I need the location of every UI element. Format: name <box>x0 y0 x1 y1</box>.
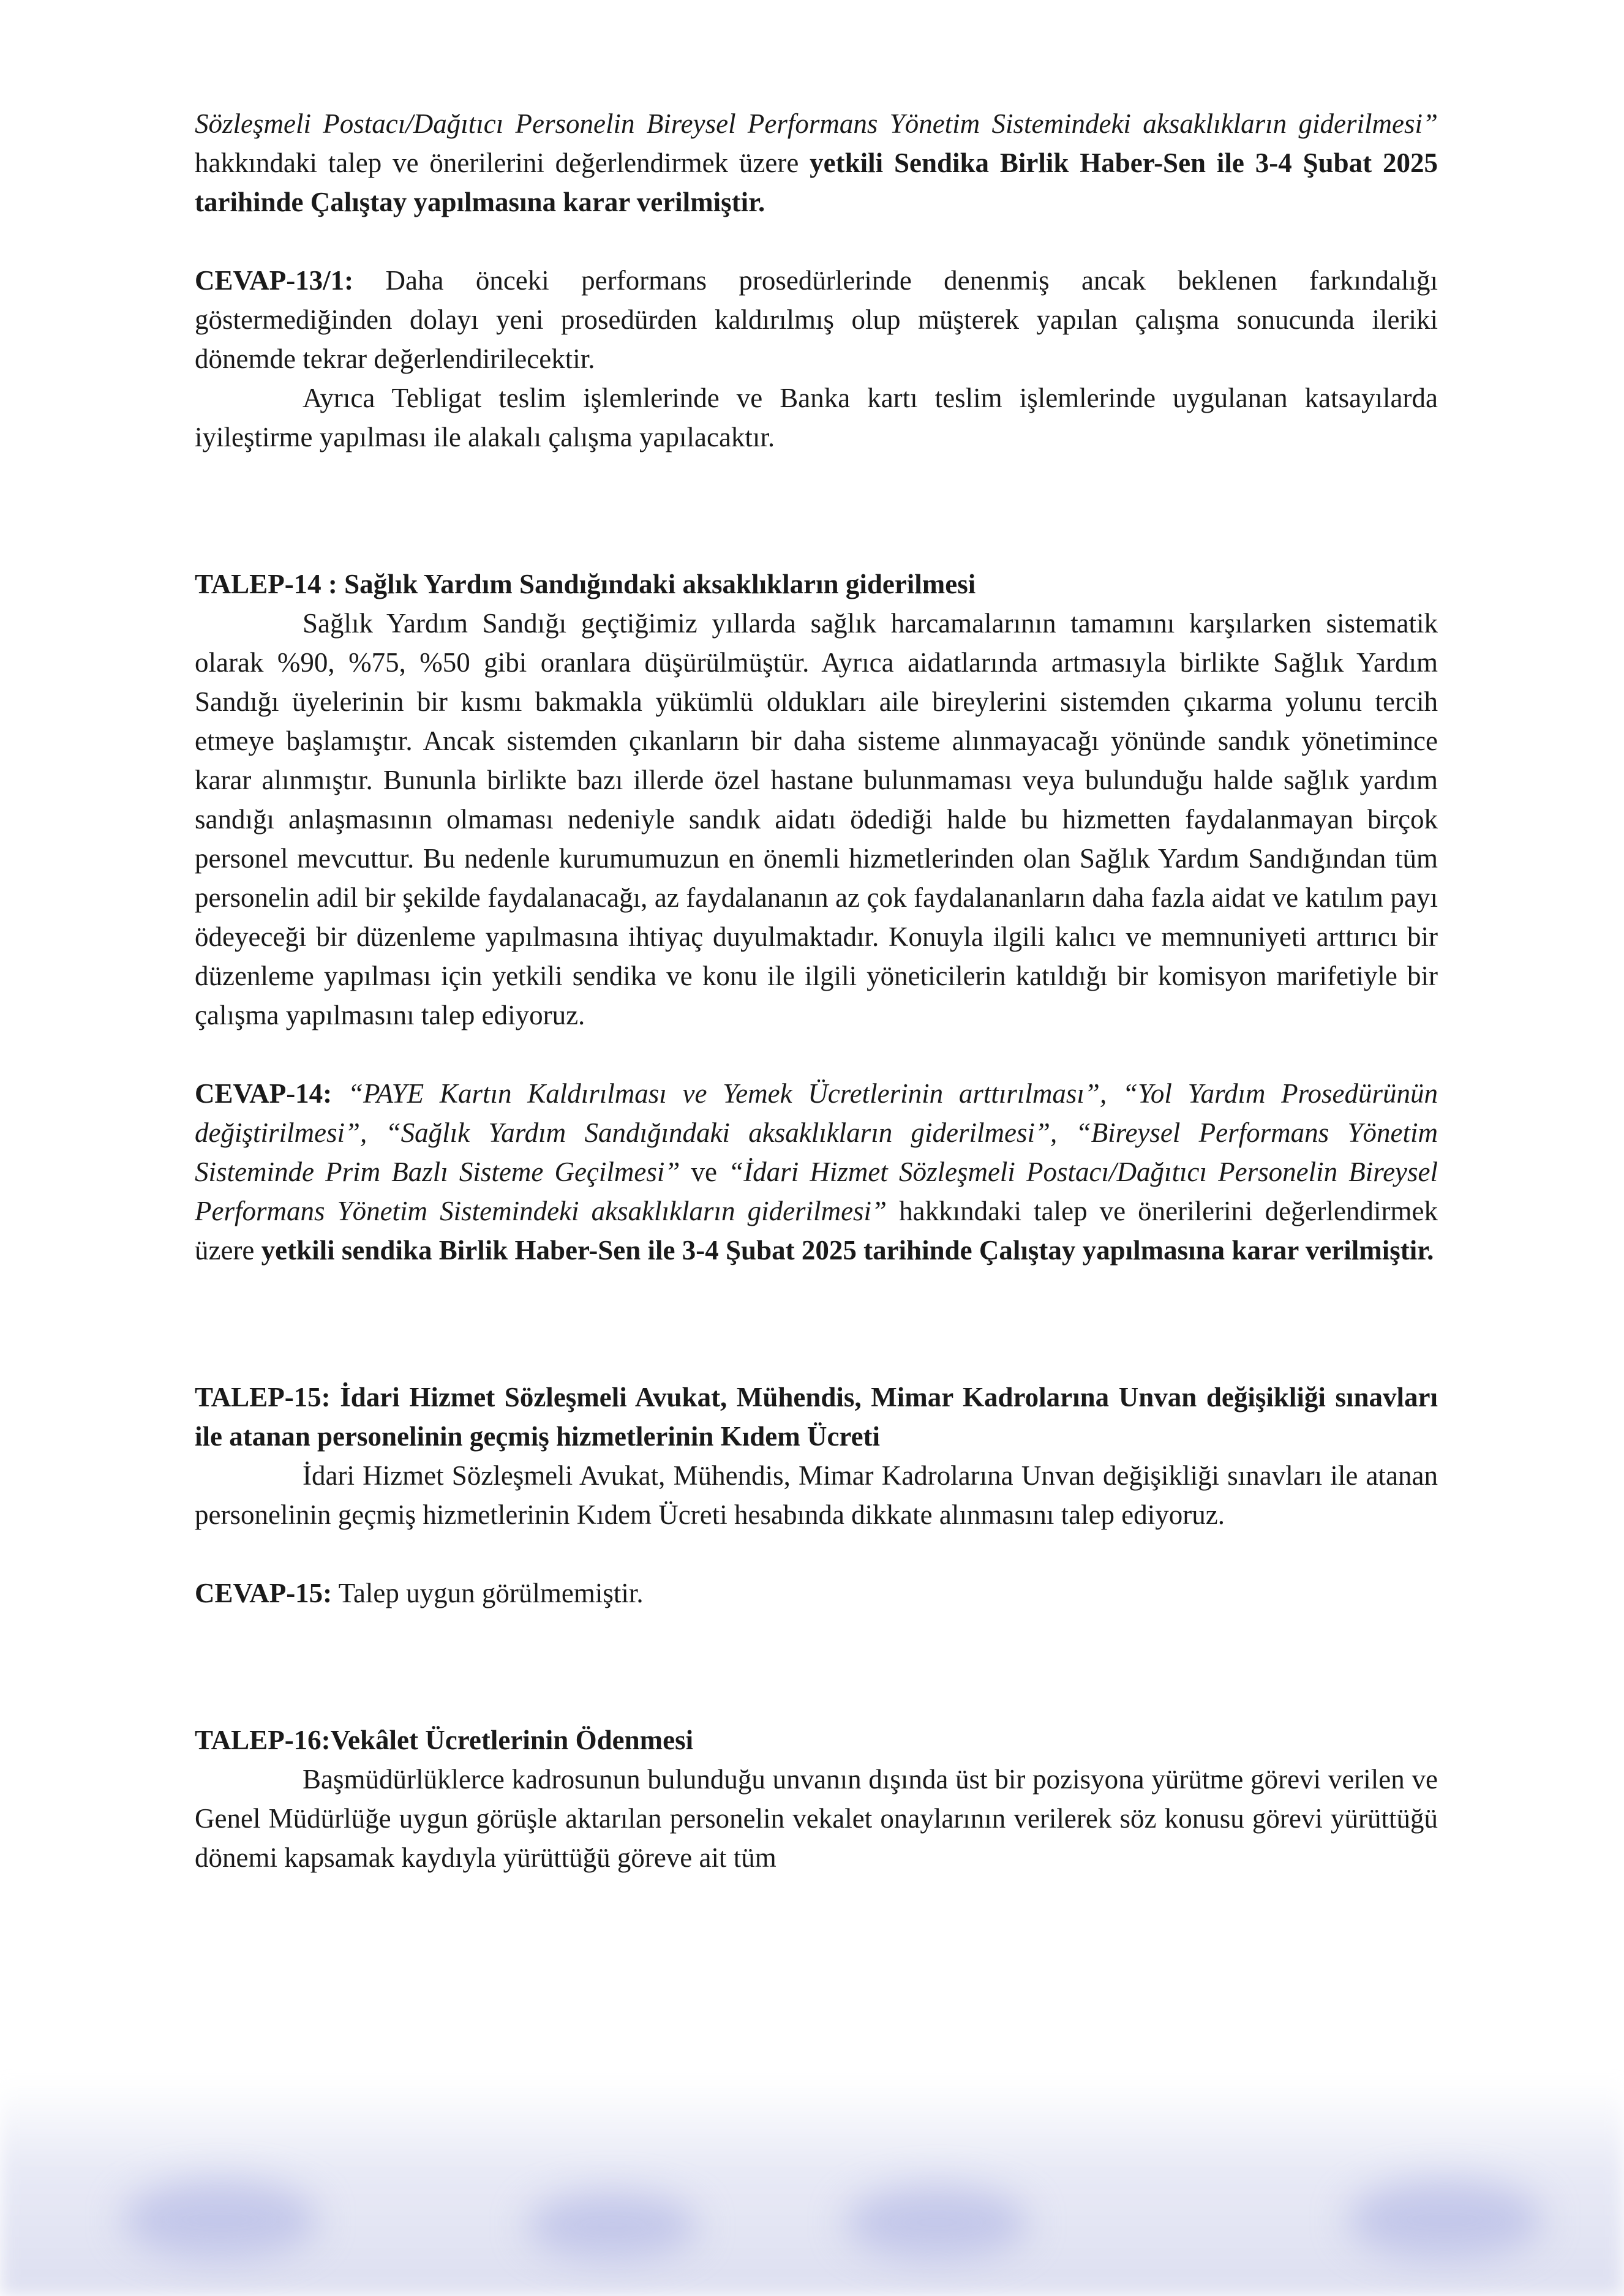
cevap-15-text: Talep uygun görülmemiştir. <box>332 1578 644 1608</box>
cevap-14-label: CEVAP-14: <box>195 1078 333 1109</box>
cevap-14-paragraph <box>195 1074 1438 1270</box>
scan-blur-blob <box>1347 2180 1543 2259</box>
top-paragraph <box>195 104 1438 222</box>
top-bold-decision: yetkili Sendika Birlik Haber-Sen ile 3-4 Şubat 2025 tarihinde Çalıştay yapılmasına karar verilmiştir. <box>195 148 1438 217</box>
talep-14-heading: TALEP-14 : Sağlık Yardım Sandığındaki aksaklıkların giderilmesi <box>195 569 976 599</box>
scan-blur-blob <box>527 2192 698 2259</box>
talep-15-heading: TALEP-15: İdari Hizmet Sözleşmeli Avukat, Mühendis, Mimar Kadrolarına Unvan değişikliği sınavları ile atanan personelinin geçmiş hizmetlerinin Kıdem Ücreti <box>195 1382 1438 1452</box>
talep-16-body: Başmüdürlüklerce kadrosunun bulunduğu unvanın dışında üst bir pozisyona yürütme görevi verilen ve Genel Müdürlüğe uygun görüşle aktarılan personelin vekalet onaylarının verilerek söz konusu görevi yürüttüğü dönemi kapsamak kaydıyla yürüttüğü göreve ait tüm <box>195 1764 1438 1873</box>
talep-14-body: Sağlık Yardım Sandığı geçtiğimiz yıllarda sağlık harcamalarının tamamını karşılarken sistematik olarak %90, %75, %50 gibi oranlara düşürülmüştür. Ayrıca aidatlarında artmasıyla birlikte Sağlık Yardım Sandığı üyelerinin bir kısmı bakmakla yükümlü oldukları aile bireylerini sistemden çıkarma yolunu tercih etmeye başlamıştır. Ancak sistemden çıkanların bir daha sisteme alınmayacağı yönünde sandık yönetimince karar alınmıştır. Bununla birlikte bazı illerde özel hastane bulunmaması veya bulunduğu halde sağlık yardım sandığı anlaşmasının olmaması nedeniyle sandık aidatı ödediği halde bu hizmetten faydalanmayan birçok personel mevcuttur. Bu nedenle kurumumuzun en önemli hizmetlerinden olan Sağlık Yardım Sandığından tüm personelin adil bir şekilde faydalanacağı, az faydalananın az çok faydalananların daha fazla aidat ve katılım payı ödeyeceği bir düzenleme yapılmasına ihtiyaç duyulmaktadır. Konuyla ilgili kalıcı ve memnuniyeti arttırıcı bir düzenleme yapılması için yetkili sendika ve konu ile ilgili yöneticilerin katıldığı bir komisyon marifetiyle bir çalışma yapılmasını talep ediyoruz. <box>195 608 1438 1030</box>
scan-blur-blob <box>845 2186 1029 2259</box>
talep-16-heading: TALEP-16:Vekâlet Ücretlerinin Ödenmesi <box>195 1725 694 1755</box>
cevap-13-1-paragraph-2: Ayrıca Tebligat teslim işlemlerinde ve Banka kartı teslim işlemlerinde uygulanan katsayılarda iyileştirme yapılması ile alakalı çalışma yapılacaktır. <box>195 383 1438 452</box>
cevap-15-paragraph <box>195 1574 1438 1613</box>
cevap-14-italic-titles-2: “İdari Hizmet Sözleşmeli Postacı/Dağıtıcı Personelin Bireysel Performans Yönetim Sistemindeki aksaklıkların giderilmesi” <box>195 1157 1438 1226</box>
cevap-15-label: CEVAP-15: <box>195 1578 333 1608</box>
scan-blur-blob <box>122 2180 318 2259</box>
cevap-13-1-text: Daha önceki performans prosedürlerinde denenmiş ancak beklenen farkındalığı göstermediğinden dolayı yeni prosedürden kaldırılmış olup müşterek yapılan çalışma sonucunda ileriki dönemde tekrar değerlendirilecektir. <box>195 265 1438 374</box>
document-page <box>195 104 1438 1877</box>
top-italic-title: Sözleşmeli Postacı/Dağıtıcı Personelin Bireysel Performans Yönetim Sistemindeki aksaklıkların giderilmesi” <box>195 108 1438 139</box>
cevap-13-1-paragraph <box>195 261 1438 378</box>
cevap-13-1-label: CEVAP-13/1: <box>195 265 354 296</box>
cevap-14-ve: ve <box>680 1157 729 1187</box>
cevap-14-bold-decision: yetkili sendika Birlik Haber-Sen ile 3-4 Şubat 2025 tarihinde Çalıştay yapılmasına karar verilmiştir. <box>261 1235 1434 1266</box>
cevap-14-plain-text: hakkındaki talep ve önerilerini değerlendirmek üzere <box>195 1196 1438 1266</box>
talep-15-body: İdari Hizmet Sözleşmeli Avukat, Mühendis, Mimar Kadrolarına Unvan değişikliği sınavları ile atanan personelinin geçmiş hizmetlerinin Kıdem Ücreti hesabında dikkate alınmasını talep ediyoruz. <box>195 1460 1438 1530</box>
cevap-14-italic-titles: “PAYE Kartın Kaldırılması ve Yemek Ücretlerinin arttırılması”, “Yol Yardım Prosedürünün değiştirilmesi”, “Sağlık Yardım Sandığındaki aksaklıkların giderilmesi”, “Bireysel Performans Yönetim Sisteminde Prim Bazlı Sisteme Geçilmesi” <box>195 1078 1438 1187</box>
top-plain-text: hakkındaki talep ve önerilerini değerlendirmek üzere <box>195 148 810 178</box>
